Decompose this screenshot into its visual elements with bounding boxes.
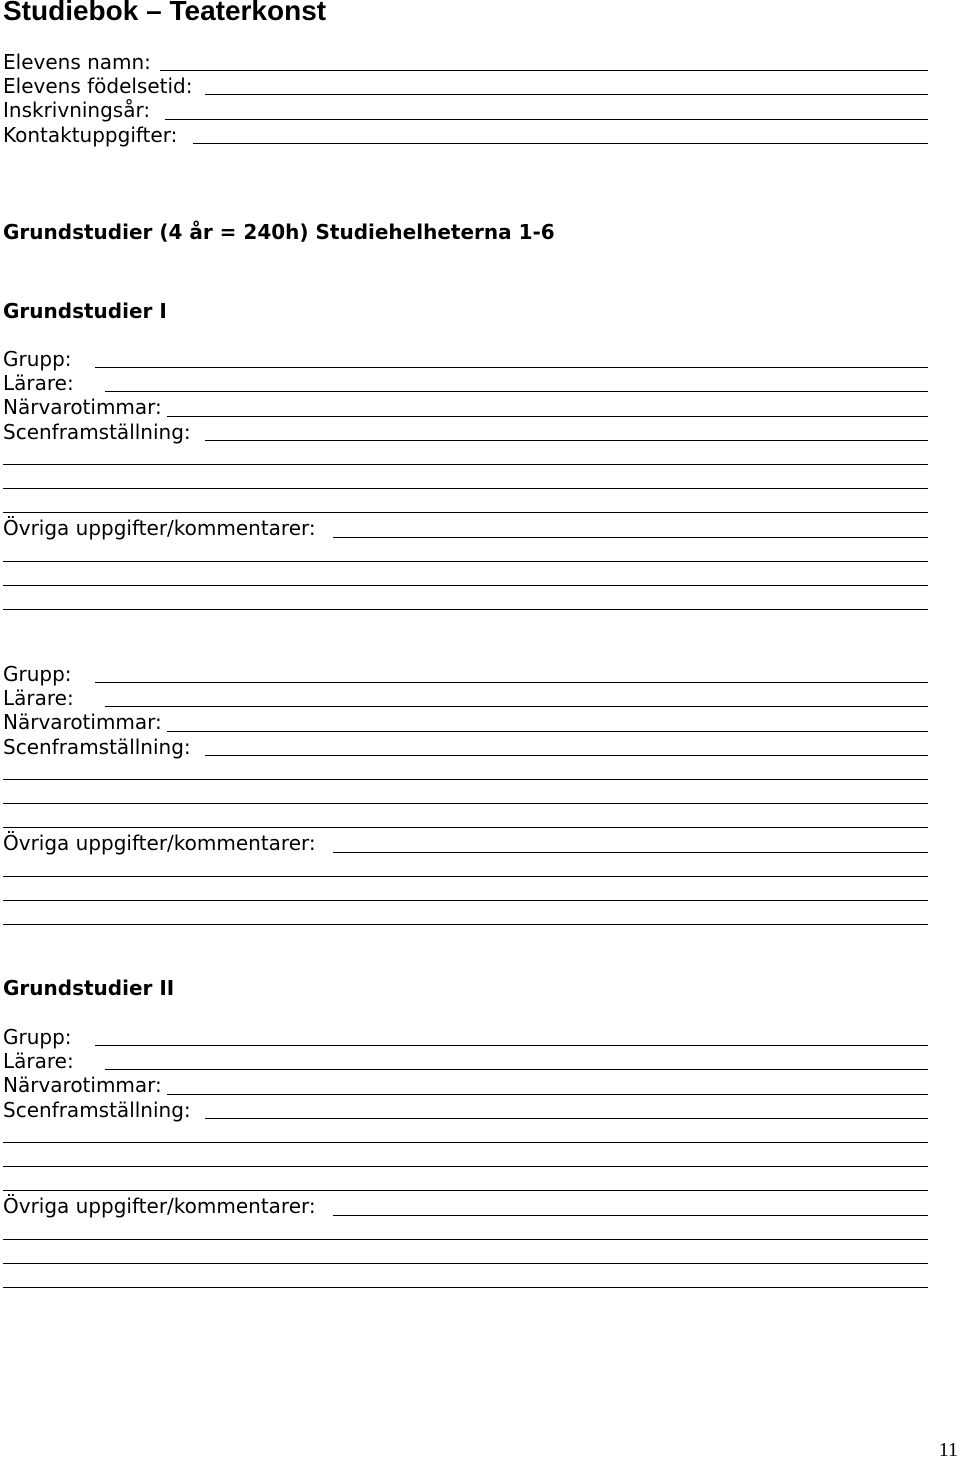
group-line	[95, 682, 928, 683]
blank-line	[3, 900, 928, 901]
group-row	[3, 1025, 928, 1049]
other-comments-row	[3, 831, 928, 855]
student-name-line	[160, 70, 928, 71]
blank-line	[3, 1142, 928, 1143]
contact-info-line	[193, 143, 928, 144]
production-label: Scenframställning:	[3, 734, 191, 759]
blank-line	[3, 488, 928, 489]
blank-line	[3, 924, 928, 925]
other-comments-row	[3, 516, 928, 540]
blank-row	[3, 589, 928, 613]
production-row	[3, 1098, 928, 1122]
blank-line	[3, 1166, 928, 1167]
other-comments-line	[333, 1215, 928, 1216]
blank-line	[3, 827, 928, 828]
student-birth-line	[205, 94, 928, 95]
production-label: Scenframställning:	[3, 419, 191, 444]
group-label: Grupp:	[3, 1025, 72, 1049]
group-row	[3, 662, 928, 686]
attendance-row	[3, 710, 928, 734]
blank-row	[3, 492, 928, 516]
blank-line	[3, 609, 928, 610]
blank-row	[3, 1243, 928, 1267]
attendance-label: Närvarotimmar:	[3, 1073, 162, 1098]
blank-row	[3, 759, 928, 783]
blank-line	[3, 561, 928, 562]
other-comments-label: Övriga uppgifter/kommentarer:	[3, 1194, 316, 1219]
student-birth-row	[3, 74, 928, 98]
page-number: 11	[938, 1439, 958, 1461]
production-line	[205, 440, 928, 441]
blank-line	[3, 1263, 928, 1264]
other-comments-row	[3, 1194, 928, 1218]
course-entry	[3, 347, 928, 613]
enrollment-year-row	[3, 98, 928, 122]
production-label: Scenframställning:	[3, 1097, 191, 1122]
attendance-line	[167, 731, 928, 732]
teacher-label: Lärare:	[3, 686, 74, 711]
enrollment-year-line	[165, 119, 928, 120]
contact-info-row	[3, 123, 928, 147]
blank-line	[3, 1239, 928, 1240]
blank-line	[3, 876, 928, 877]
group-label: Grupp:	[3, 662, 72, 686]
production-row	[3, 735, 928, 759]
blank-row	[3, 807, 928, 831]
section-heading: Grundstudier I	[3, 299, 167, 323]
program-heading: Grundstudier (4 år = 240h) Studiehelheterna 1-6	[3, 220, 555, 244]
blank-row	[3, 541, 928, 565]
blank-row	[3, 1170, 928, 1194]
attendance-label: Närvarotimmar:	[3, 710, 162, 735]
teacher-line	[105, 706, 928, 707]
attendance-line	[167, 1094, 928, 1095]
blank-row	[3, 1146, 928, 1170]
teacher-label: Lärare:	[3, 371, 74, 396]
other-comments-line	[333, 852, 928, 853]
other-comments-line	[333, 537, 928, 538]
blank-row	[3, 1122, 928, 1146]
course-entry	[3, 662, 928, 928]
production-row	[3, 420, 928, 444]
attendance-label: Närvarotimmar:	[3, 395, 162, 420]
blank-line	[3, 585, 928, 586]
blank-row	[3, 565, 928, 589]
teacher-row	[3, 686, 928, 710]
other-comments-label: Övriga uppgifter/kommentarer:	[3, 831, 316, 856]
blank-row	[3, 783, 928, 807]
blank-line	[3, 779, 928, 780]
student-info	[3, 50, 928, 147]
student-name-row	[3, 50, 928, 74]
blank-line	[3, 464, 928, 465]
production-line	[205, 1118, 928, 1119]
teacher-line	[105, 391, 928, 392]
enrollment-year-label: Inskrivningsår:	[3, 98, 151, 123]
attendance-line	[167, 416, 928, 417]
blank-row	[3, 880, 928, 904]
production-line	[205, 755, 928, 756]
course-entry	[3, 1025, 928, 1291]
group-line	[95, 1045, 928, 1046]
student-name-label: Elevens namn:	[3, 50, 151, 74]
blank-line	[3, 1190, 928, 1191]
blank-line	[3, 512, 928, 513]
section-heading: Grundstudier II	[3, 976, 175, 1000]
contact-info-label: Kontaktuppgifter:	[3, 122, 178, 147]
blank-row	[3, 1267, 928, 1291]
student-birth-label: Elevens födelsetid:	[3, 74, 193, 99]
blank-row	[3, 444, 928, 468]
blank-row	[3, 468, 928, 492]
blank-row	[3, 856, 928, 880]
teacher-row	[3, 1049, 928, 1073]
other-comments-label: Övriga uppgifter/kommentarer:	[3, 516, 316, 541]
teacher-row	[3, 371, 928, 395]
group-line	[95, 367, 928, 368]
attendance-row	[3, 395, 928, 419]
document-title: Studiebok – Teaterkonst	[3, 0, 327, 26]
teacher-label: Lärare:	[3, 1049, 74, 1074]
blank-row	[3, 1219, 928, 1243]
group-row	[3, 347, 928, 371]
blank-line	[3, 1287, 928, 1288]
group-label: Grupp:	[3, 347, 72, 371]
attendance-row	[3, 1073, 928, 1097]
blank-row	[3, 904, 928, 928]
blank-line	[3, 803, 928, 804]
teacher-line	[105, 1069, 928, 1070]
